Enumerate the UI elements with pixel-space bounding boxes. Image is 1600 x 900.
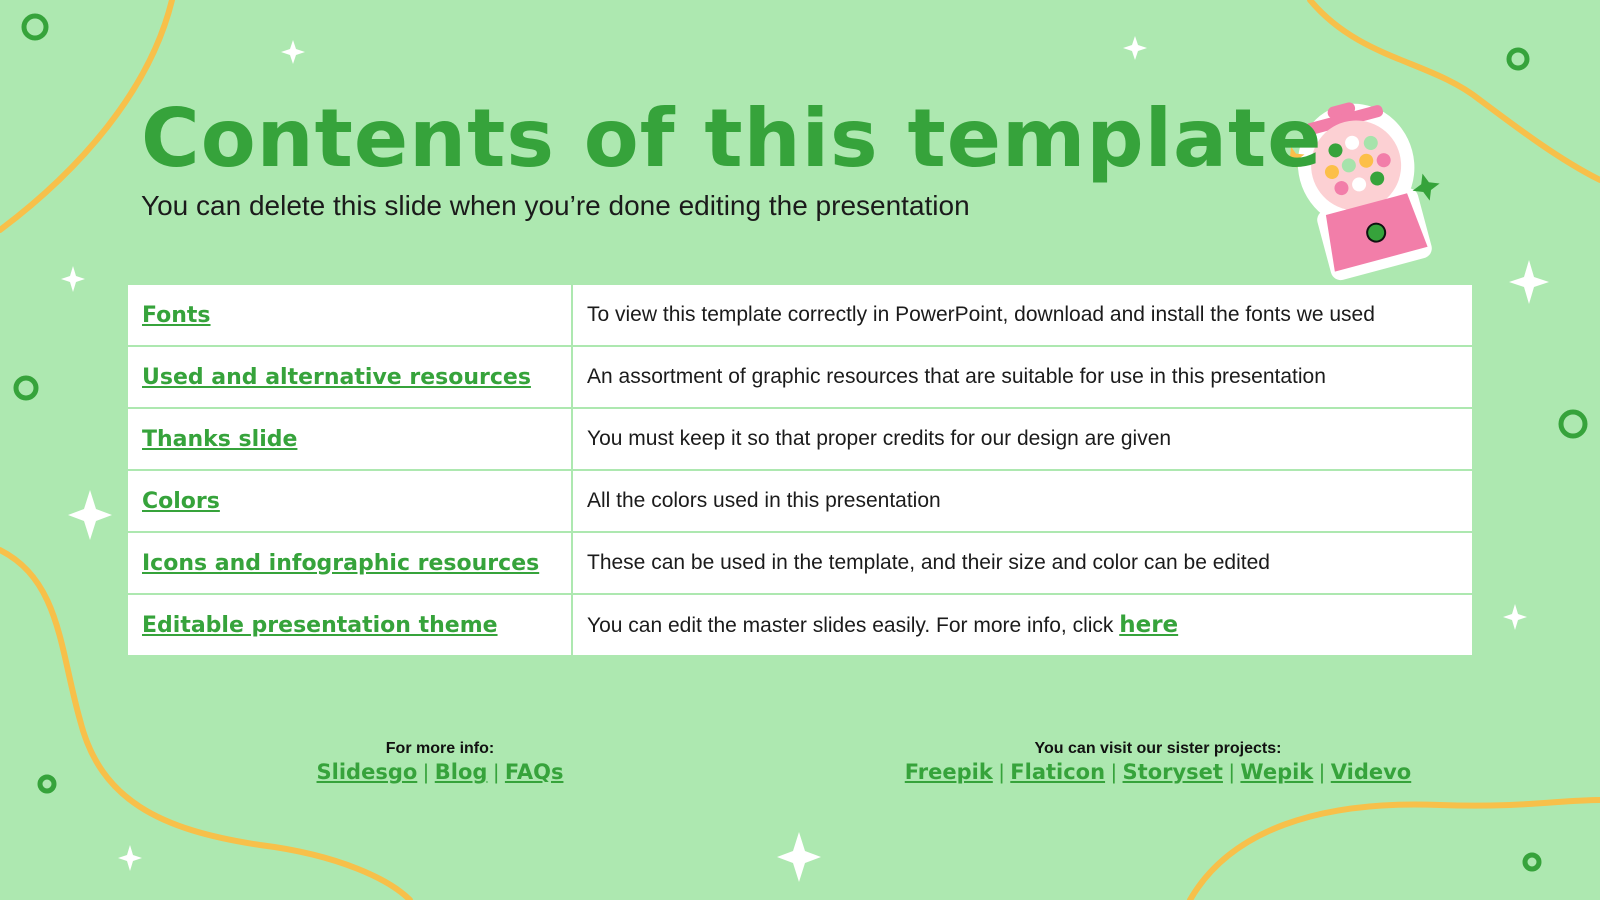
row-label-cell	[127, 594, 572, 656]
footer-link-blog[interactable]: Blog	[434, 760, 488, 784]
footer-more-info-links	[290, 760, 590, 785]
footer-link-freepik[interactable]: Freepik	[904, 760, 993, 784]
page-subtitle: You can delete this slide when you’re done editing the presentation	[141, 190, 970, 221]
link-separator: |	[1319, 761, 1325, 784]
table-row	[127, 284, 1473, 346]
footer-sister-projects-label: You can visit our sister projects:	[1034, 740, 1282, 757]
footer-more-info-label: For more info:	[385, 740, 495, 757]
footer-sister-projects-links	[858, 760, 1458, 785]
row-link[interactable]: Thanks slide	[142, 426, 298, 452]
row-link[interactable]: Fonts	[142, 302, 211, 328]
row-description: An assortment of graphic resources that are suitable for use in this presentation	[587, 365, 1326, 388]
sparkle-icon	[1509, 260, 1549, 304]
sparkle-icon	[1123, 36, 1147, 60]
sparkle-icon	[68, 490, 112, 540]
row-link[interactable]: Editable presentation theme	[142, 612, 498, 638]
row-description-cell	[572, 594, 1473, 656]
link-separator: |	[493, 761, 499, 784]
table-row	[127, 594, 1473, 656]
row-description: All the colors used in this presentation	[587, 489, 941, 512]
row-link[interactable]: Colors	[142, 488, 220, 514]
here-link[interactable]: here	[1119, 612, 1179, 638]
link-separator: |	[423, 761, 429, 784]
row-link[interactable]: Icons and infographic resources	[142, 550, 540, 576]
sparkle-icon	[281, 40, 305, 64]
sparkle-icon	[777, 832, 821, 882]
row-description-cell	[572, 408, 1473, 470]
row-description: You must keep it so that proper credits for our design are given	[587, 427, 1172, 450]
sparkle-icon	[118, 845, 142, 871]
row-description-cell	[572, 346, 1473, 408]
footer-link-storyset[interactable]: Storyset	[1122, 760, 1223, 784]
row-label-cell	[127, 284, 572, 346]
row-label-cell	[127, 346, 572, 408]
footer-link-flaticon[interactable]: Flaticon	[1010, 760, 1106, 784]
ring-icon	[1509, 50, 1527, 68]
row-description-cell	[572, 470, 1473, 532]
footer-link-videvo[interactable]: Videvo	[1330, 760, 1412, 784]
table-row	[127, 470, 1473, 532]
footer-link-slidesgo[interactable]: Slidesgo	[316, 760, 418, 784]
table-row	[127, 346, 1473, 408]
row-description-cell	[572, 284, 1473, 346]
footer-link-faqs[interactable]: FAQs	[504, 760, 564, 784]
link-separator: |	[1111, 761, 1117, 784]
sparkle-icon	[61, 266, 85, 292]
ring-icon	[1525, 855, 1539, 869]
ring-icon	[40, 777, 54, 791]
ring-icon	[16, 378, 36, 398]
row-label-cell	[127, 408, 572, 470]
link-separator: |	[998, 761, 1005, 784]
row-description-cell	[572, 532, 1473, 594]
footer-link-wepik[interactable]: Wepik	[1240, 760, 1314, 784]
row-description: To view this template correctly in PowerPoint, download and install the fonts we used	[587, 303, 1375, 326]
link-separator: |	[1228, 761, 1235, 784]
contents-table	[126, 283, 1474, 657]
footer-more-info	[290, 740, 590, 785]
footer-sister-projects	[858, 740, 1458, 785]
page-title: Contents of this template	[141, 92, 1323, 185]
row-link[interactable]: Used and alternative resources	[142, 364, 531, 390]
row-description: These can be used in the template, and their size and color can be edited	[587, 551, 1270, 574]
table-row	[127, 532, 1473, 594]
row-label-cell	[127, 532, 572, 594]
row-label-cell	[127, 470, 572, 532]
ring-icon	[24, 16, 46, 38]
sparkle-icon	[1503, 604, 1527, 630]
table-row	[127, 408, 1473, 470]
row-description: You can edit the master slides easily. For more info, click	[587, 614, 1120, 637]
curve-bottom-right	[1190, 800, 1600, 900]
ring-icon	[1561, 412, 1585, 436]
